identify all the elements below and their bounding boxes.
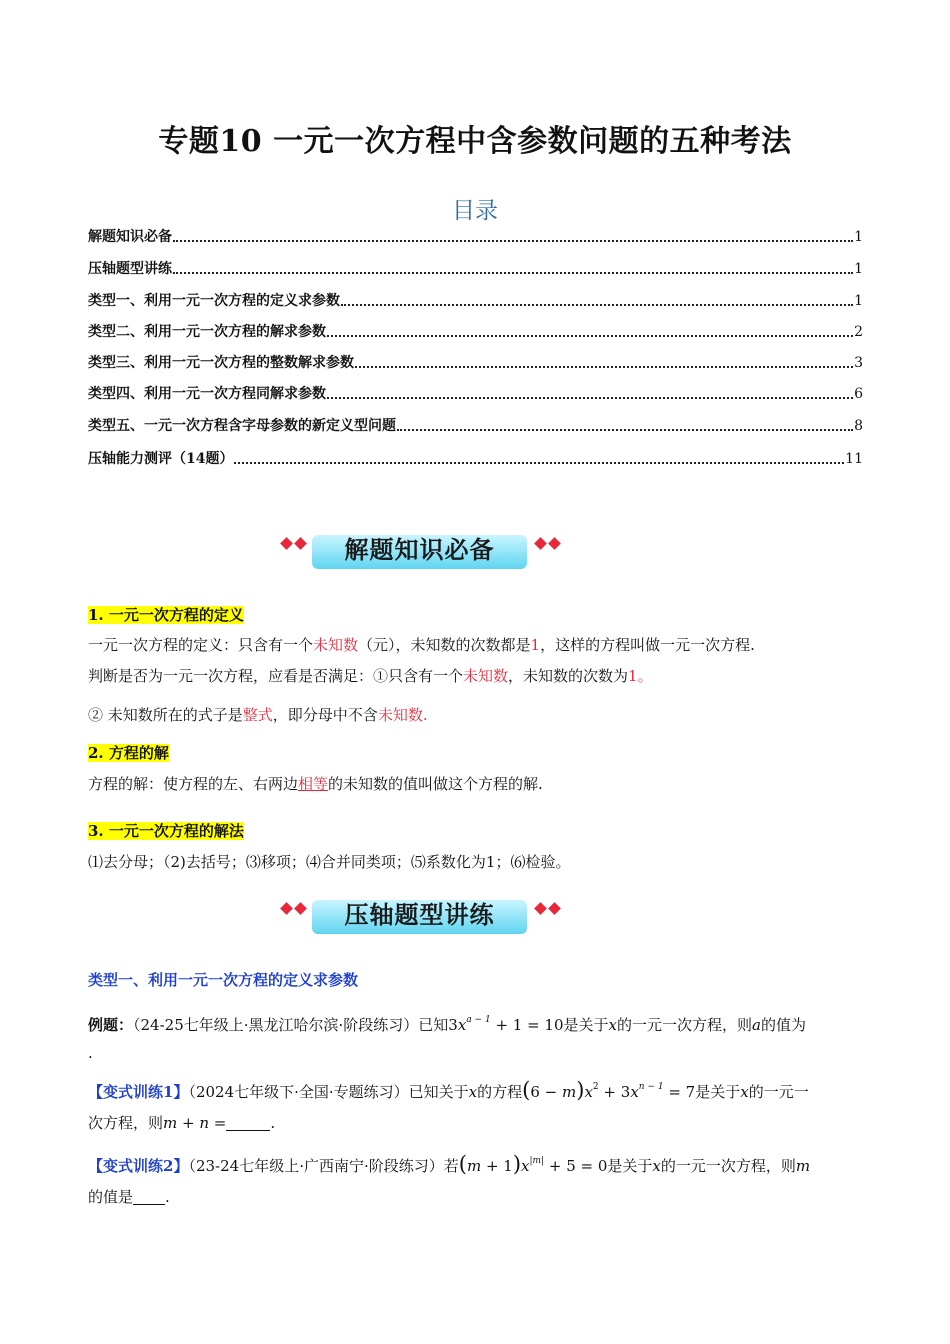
solution-line: 方程的解：使方程的左、右两边相等的未知数的值叫做这个方程的解. [88, 775, 543, 793]
variant-training-1: 【变式训练1】（2024七年级下·全国·专题练习）已知关于x的方程$(6 - m)x^2 + 3x^{n - 1} = 7$是关于x的一元一 [88, 1078, 809, 1102]
diamond-icon [280, 902, 293, 915]
example-equation: $3x^{a - 1} + 1 = 10$ [448, 1015, 564, 1034]
toc-item-label: 类型三、利用一元一次方程的整数解求参数 [88, 355, 354, 371]
toc-leader-dots [173, 239, 853, 242]
toc-item-label: 类型四、利用一元一次方程同解求参数 [88, 386, 326, 402]
toc-item[interactable] [88, 383, 863, 405]
toc-item-page: 2 [854, 324, 863, 340]
section-banner-practice [280, 890, 560, 940]
variant-1-equation: $(6 - m)x^2 + 3x^{n - 1} = 7$ [522, 1078, 696, 1102]
diamond-icon [548, 902, 561, 915]
diamond-icon [534, 902, 547, 915]
diamond-icon [534, 537, 547, 550]
definition-line-1: 一元一次方程的定义：只含有一个未知数（元），未知数的次数都是1，这样的方程叫做一元一次方程. [88, 636, 755, 654]
toc-item-page: 3 [854, 355, 863, 371]
toc-item-label: 解题知识必备 [88, 229, 172, 245]
toc-heading: 目录 [452, 198, 498, 224]
toc-item[interactable] [88, 352, 863, 374]
toc-item-label: 类型五、一元一次方程含字母参数的新定义型问题 [88, 418, 396, 434]
answer-blank[interactable] [133, 1204, 165, 1205]
definition-line-2: 判断是否为一元一次方程，应看是否满足：①只含有一个未知数，未知数的次数为1。 [88, 667, 653, 685]
type-heading: 类型一、利用一元一次方程的定义求参数 [88, 971, 359, 989]
toc-leader-dots [173, 271, 853, 274]
toc-leader-dots [327, 396, 853, 399]
toc-item-page: 6 [854, 386, 863, 402]
definition-line-3: ② 未知数所在的式子是整式，即分母中不含未知数. [88, 706, 428, 724]
variant-training-2-line-2: 的值是 . [88, 1188, 170, 1206]
diamond-icon [294, 902, 307, 915]
toc-item-label: 类型一、利用一元一次方程的定义求参数 [88, 293, 340, 309]
toc-item-label: 压轴能力测评（14题） [88, 451, 234, 467]
banner-label: 压轴题型讲练 [344, 901, 495, 929]
toc-item-page: 8 [854, 418, 863, 434]
banner-label: 解题知识必备 [344, 536, 495, 564]
diamond-icon [548, 537, 561, 550]
toc-item-page: 1 [854, 293, 863, 309]
diamond-icon [294, 537, 307, 550]
toc-item[interactable] [88, 321, 863, 343]
example-problem: 例题：（24-25七年级上·黑龙江哈尔滨·阶段练习）已知$3x^{a - 1} + 1 = 10$是关于x的一元一次方程，则a的值为 [88, 1015, 806, 1034]
variant-training-2: 【变式训练2】（23-24七年级上·广西南宁·阶段练习）若$(m + 1)x^{|m|} + 5 = 0$是关于x的一元一次方程，则m [88, 1152, 811, 1176]
toc-item[interactable] [88, 226, 863, 248]
toc-leader-dots [327, 334, 853, 337]
answer-blank[interactable] [226, 1130, 270, 1131]
toc-item[interactable] [88, 415, 863, 437]
toc-item-label: 压轴题型讲练 [88, 261, 172, 277]
toc-item-page: 1 [854, 261, 863, 277]
section-title-method: 3. 一元一次方程的解法 [88, 822, 244, 840]
toc-leader-dots [397, 428, 853, 431]
variant-2-equation: $(m + 1)x^{|m|} + 5 = 0$ [458, 1152, 608, 1176]
section-banner-knowledge [280, 525, 560, 575]
variant-training-1-line-2: 次方程，则m + n = . [88, 1114, 276, 1132]
section-title-solution: 2. 方程的解 [88, 744, 169, 762]
toc-item-page: 1 [854, 229, 863, 245]
toc-item[interactable] [88, 258, 863, 280]
toc-leader-dots [341, 303, 853, 306]
diamond-icon [280, 537, 293, 550]
method-line: ⑴去分母；（2)去括号；⑶移项；⑷合并同类项；⑸系数化为1；⑹检验。 [88, 853, 571, 871]
toc-item-label: 类型二、利用一元一次方程的解求参数 [88, 324, 326, 340]
toc-item[interactable] [88, 448, 863, 470]
toc-leader-dots [355, 365, 853, 368]
toc-item-page: 11 [845, 451, 863, 467]
example-end: . [88, 1044, 93, 1062]
toc-leader-dots [234, 461, 844, 464]
toc-item[interactable] [88, 290, 863, 312]
page-title: 专题10 一元一次方程中含参数问题的五种考法 [158, 124, 792, 159]
section-title-definition: 1. 一元一次方程的定义 [88, 606, 244, 624]
